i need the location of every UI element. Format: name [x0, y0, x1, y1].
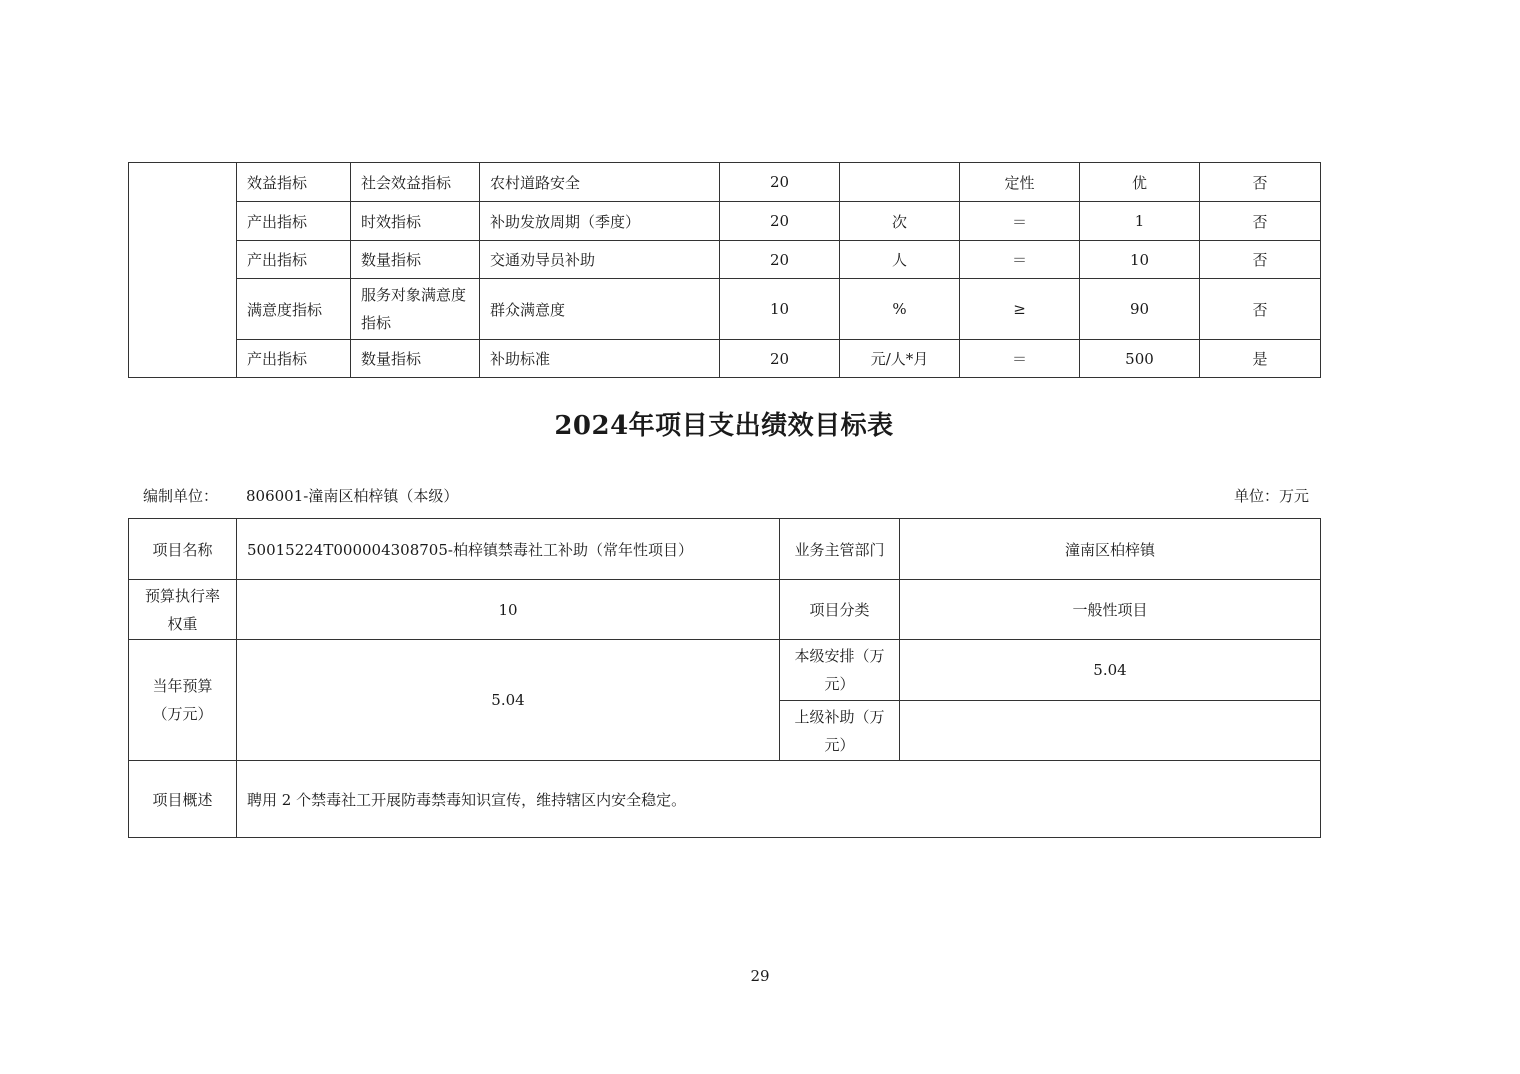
- overview-label: 项目概述: [129, 761, 237, 838]
- level2-cell: 数量指标: [351, 340, 480, 378]
- weight-cell: 20: [720, 340, 840, 378]
- weight-cell: 20: [720, 241, 840, 279]
- indicator-row: [129, 279, 1321, 340]
- page-number: 29: [750, 967, 770, 985]
- project-info-table: [128, 518, 1321, 838]
- indicator-name-cell: 交通劝导员补助: [480, 241, 720, 279]
- info-row: [129, 761, 1321, 838]
- upper-label: 上级补助（万元）: [780, 701, 900, 761]
- overview-value: 聘用 2 个禁毒社工开展防毒禁毒知识宣传，维持辖区内安全稳定。: [237, 761, 1321, 838]
- blank-cell: [129, 163, 237, 378]
- budget-label: 当年预算（万元）: [129, 640, 237, 761]
- core-cell: 否: [1200, 163, 1321, 202]
- dept-label: 业务主管部门: [780, 519, 900, 580]
- level1-cell: 产出指标: [237, 202, 351, 241]
- indicator-row: [129, 241, 1321, 279]
- core-cell: 是: [1200, 340, 1321, 378]
- indicator-row: [129, 340, 1321, 378]
- weight-cell: 10: [720, 279, 840, 340]
- exec-rate-label: 预算执行率权重: [129, 580, 237, 640]
- page-title: 2024年项目支出绩效目标表: [554, 411, 894, 441]
- target-cell: 优: [1080, 163, 1200, 202]
- local-label: 本级安排（万元）: [780, 640, 900, 701]
- local-value: 5.04: [900, 640, 1321, 701]
- info-row: [129, 640, 1321, 701]
- nature-cell: ≥: [960, 279, 1080, 340]
- info-row: [129, 580, 1321, 640]
- unit-cell: 人: [840, 241, 960, 279]
- nature-cell: 定性: [960, 163, 1080, 202]
- indicator-name-cell: 补助标准: [480, 340, 720, 378]
- indicator-name-cell: 农村道路安全: [480, 163, 720, 202]
- nature-cell: ＝: [960, 202, 1080, 241]
- level1-cell: 产出指标: [237, 241, 351, 279]
- core-cell: 否: [1200, 241, 1321, 279]
- unit-cell: [840, 163, 960, 202]
- weight-cell: 20: [720, 163, 840, 202]
- level1-cell: 满意度指标: [237, 279, 351, 340]
- target-cell: 10: [1080, 241, 1200, 279]
- category-label: 项目分类: [780, 580, 900, 640]
- level1-cell: 产出指标: [237, 340, 351, 378]
- target-cell: 500: [1080, 340, 1200, 378]
- unit-cell: %: [840, 279, 960, 340]
- target-cell: 1: [1080, 202, 1200, 241]
- level2-cell: 数量指标: [351, 241, 480, 279]
- core-cell: 否: [1200, 279, 1321, 340]
- level1-cell: 效益指标: [237, 163, 351, 202]
- indicator-table: [128, 162, 1321, 378]
- indicator-row: [129, 163, 1321, 202]
- weight-cell: 20: [720, 202, 840, 241]
- level2-cell: 社会效益指标: [351, 163, 480, 202]
- target-cell: 90: [1080, 279, 1200, 340]
- indicator-name-cell: 群众满意度: [480, 279, 720, 340]
- upper-value: [900, 701, 1321, 761]
- nature-cell: ＝: [960, 340, 1080, 378]
- project-name-value: 50015224T000004308705-柏梓镇禁毒社工补助（常年性项目）: [237, 519, 780, 580]
- level2-cell: 服务对象满意度指标: [351, 279, 480, 340]
- core-cell: 否: [1200, 202, 1321, 241]
- unit-text: 单位：万元: [1233, 487, 1309, 505]
- indicator-row: [129, 202, 1321, 241]
- nature-cell: ＝: [960, 241, 1080, 279]
- dept-value: 潼南区柏梓镇: [900, 519, 1321, 580]
- unit-cell: 元/人*月: [840, 340, 960, 378]
- category-value: 一般性项目: [900, 580, 1321, 640]
- org-label: 编制单位：: [143, 487, 219, 505]
- level2-cell: 时效指标: [351, 202, 480, 241]
- org-value: 806001-潼南区柏梓镇（本级）: [246, 487, 459, 505]
- exec-rate-value: 10: [237, 580, 780, 640]
- info-row: [129, 519, 1321, 580]
- budget-value: 5.04: [237, 640, 780, 761]
- indicator-name-cell: 补助发放周期（季度）: [480, 202, 720, 241]
- unit-cell: 次: [840, 202, 960, 241]
- project-name-label: 项目名称: [129, 519, 237, 580]
